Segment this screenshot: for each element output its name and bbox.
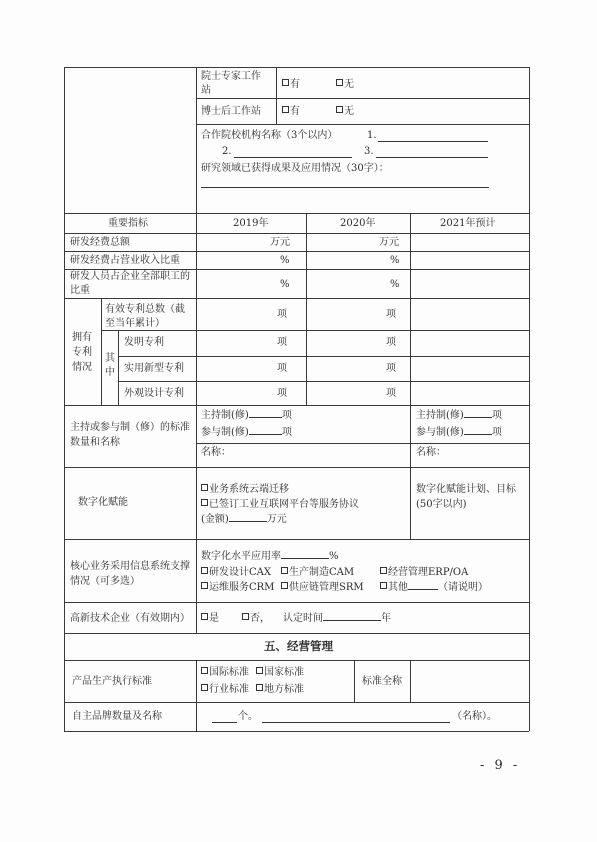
cax-checkbox[interactable]: 研发设计CAX [201, 566, 271, 579]
hightech-cert-row: 认定时间 年 [283, 613, 391, 624]
academician-none-checkbox[interactable]: 无 [336, 78, 354, 91]
standards-host-right: 主持制(修) 项 [416, 410, 502, 421]
invention-2020-unit: 项 [386, 337, 396, 348]
rd-expense-2020-unit: 万元 [379, 237, 399, 248]
rd-expense-label: 研发经费总额 [70, 237, 130, 248]
product-standard-label: 产品生产执行标准 [72, 676, 152, 687]
rd-staff-ratio-2019-unit: % [280, 279, 290, 290]
hightech-cert-date-field[interactable] [323, 620, 381, 621]
brand-count-field[interactable] [212, 722, 237, 723]
among-label: 其中 [105, 353, 115, 378]
coop-institutions-label: 合作院校机构名称（3个以内） [201, 130, 338, 141]
rd-staff-ratio-label: 研发人员占企业全部职工的比重 [70, 271, 190, 296]
year-2021-header: 2021年预计 [440, 218, 496, 229]
national-standard-checkbox[interactable]: 国家标准 [256, 666, 304, 679]
design-2019-unit: 项 [277, 388, 287, 399]
standards-join-left: 参与制(修) 项 [201, 427, 292, 438]
invention-patent-label: 发明专利 [124, 337, 164, 348]
postdoc-station-label: 博士后工作站 [201, 106, 261, 117]
core-systems-label: 核心业务采用信息系统支撑情况（可多选） [70, 561, 190, 587]
page-number: - 9 - [480, 758, 521, 773]
research-achievements-label: 研究领域已获得成果及应用情况（30字）： [201, 163, 389, 174]
coop-number-2: 2. [222, 146, 232, 157]
digital-rate-row: 数字化水平应用率 % [201, 551, 339, 562]
brand-names-suffix: （名称）。 [452, 711, 497, 722]
standards-join-count-field[interactable] [249, 434, 282, 435]
indicators-header: 重要指标 [108, 218, 148, 229]
valid-patents-2020-unit: 项 [386, 309, 396, 320]
cloud-migration-checkbox[interactable]: 业务系统云端迁移 [201, 483, 289, 496]
rd-revenue-ratio-label: 研发经费占营业收入比重 [70, 255, 180, 266]
standard-full-name-label: 标准全称 [362, 676, 402, 687]
standards-name-left: 名称： [201, 447, 231, 458]
utility-2020-unit: 项 [386, 363, 396, 374]
local-standard-checkbox[interactable]: 地方标准 [256, 683, 304, 696]
utility-2019-unit: 项 [277, 363, 287, 374]
hightech-yes-checkbox[interactable]: 是 [201, 612, 219, 625]
section-5-title: 五、经营管理 [264, 639, 333, 653]
hightech-no-checkbox[interactable]: 否， [242, 612, 270, 625]
coop-institution-2-field[interactable] [234, 157, 352, 158]
digital-rate-field[interactable] [281, 558, 329, 559]
coop-institution-3-field[interactable] [376, 157, 488, 158]
brand-count-unit: 个。 [238, 711, 258, 722]
srm-checkbox[interactable]: 供应链管理SRM [281, 581, 364, 594]
rd-revenue-ratio-2019-unit: % [280, 255, 290, 266]
coop-number-1: 1. [367, 130, 377, 141]
standards-join-count-field-2[interactable] [464, 434, 492, 435]
other-checkbox[interactable]: 其他 （请说明） [380, 581, 488, 594]
year-2019-header: 2019年 [233, 218, 269, 229]
valid-patents-label: 有效专利总数（截至当年累计） [105, 304, 185, 329]
iiot-agreement-checkbox[interactable]: 已签订工业互联网平台等服务协议 [201, 498, 359, 511]
patents-group-label: 拥有专利情况 [72, 332, 92, 373]
year-2020-header: 2020年 [340, 218, 376, 229]
digital-empowerment-label: 数字化赋能 [78, 497, 128, 508]
brand-names-field[interactable] [262, 722, 450, 723]
digital-plan-label: 数字化赋能计划、目标 [416, 484, 516, 495]
invention-2019-unit: 项 [277, 337, 287, 348]
standards-label: 主持或参与制（修）的标准数量和名称 [70, 422, 190, 448]
standards-host-count-field[interactable] [249, 417, 282, 418]
postdoc-none-checkbox[interactable]: 无 [336, 105, 354, 118]
coop-institution-1-field[interactable] [378, 141, 488, 142]
academician-station-label: 院士专家工作站 [201, 71, 261, 96]
digital-plan-limit: (50字以内) [416, 499, 467, 510]
standards-join-right: 参与制(修) 项 [416, 427, 502, 438]
standards-name-right: 名称： [416, 447, 446, 458]
postdoc-has-checkbox[interactable]: 有 [282, 105, 300, 118]
valid-patents-2019-unit: 项 [277, 309, 287, 320]
design-2020-unit: 项 [386, 388, 396, 399]
standards-host-count-field-2[interactable] [464, 417, 492, 418]
intl-standard-checkbox[interactable]: 国际标准 [201, 666, 249, 679]
utility-patent-label: 实用新型专利 [124, 363, 184, 374]
rd-staff-ratio-2020-unit: % [390, 279, 400, 290]
rd-expense-2019-unit: 万元 [270, 237, 290, 248]
brand-label: 自主品牌数量及名称 [72, 711, 162, 722]
design-patent-label: 外观设计专利 [124, 388, 184, 399]
industry-standard-checkbox[interactable]: 行业标准 [201, 683, 249, 696]
rd-revenue-ratio-2020-unit: % [390, 255, 400, 266]
standards-host-left: 主持制(修) 项 [201, 410, 292, 421]
agreement-amount-field[interactable] [229, 521, 267, 522]
crm-checkbox[interactable]: 运维服务CRM [201, 581, 274, 594]
agreement-amount: (金额) 万元 [201, 514, 287, 525]
other-specify-field[interactable] [408, 589, 438, 590]
academician-has-checkbox[interactable]: 有 [282, 78, 300, 91]
hightech-label: 高新技术企业（有效期内） [70, 613, 190, 624]
erp-checkbox[interactable]: 经营管理ERP/OA [380, 566, 468, 579]
coop-number-3: 3. [364, 146, 374, 157]
research-achievements-field[interactable] [201, 187, 489, 188]
cam-checkbox[interactable]: 生产制造CAM [281, 566, 354, 579]
